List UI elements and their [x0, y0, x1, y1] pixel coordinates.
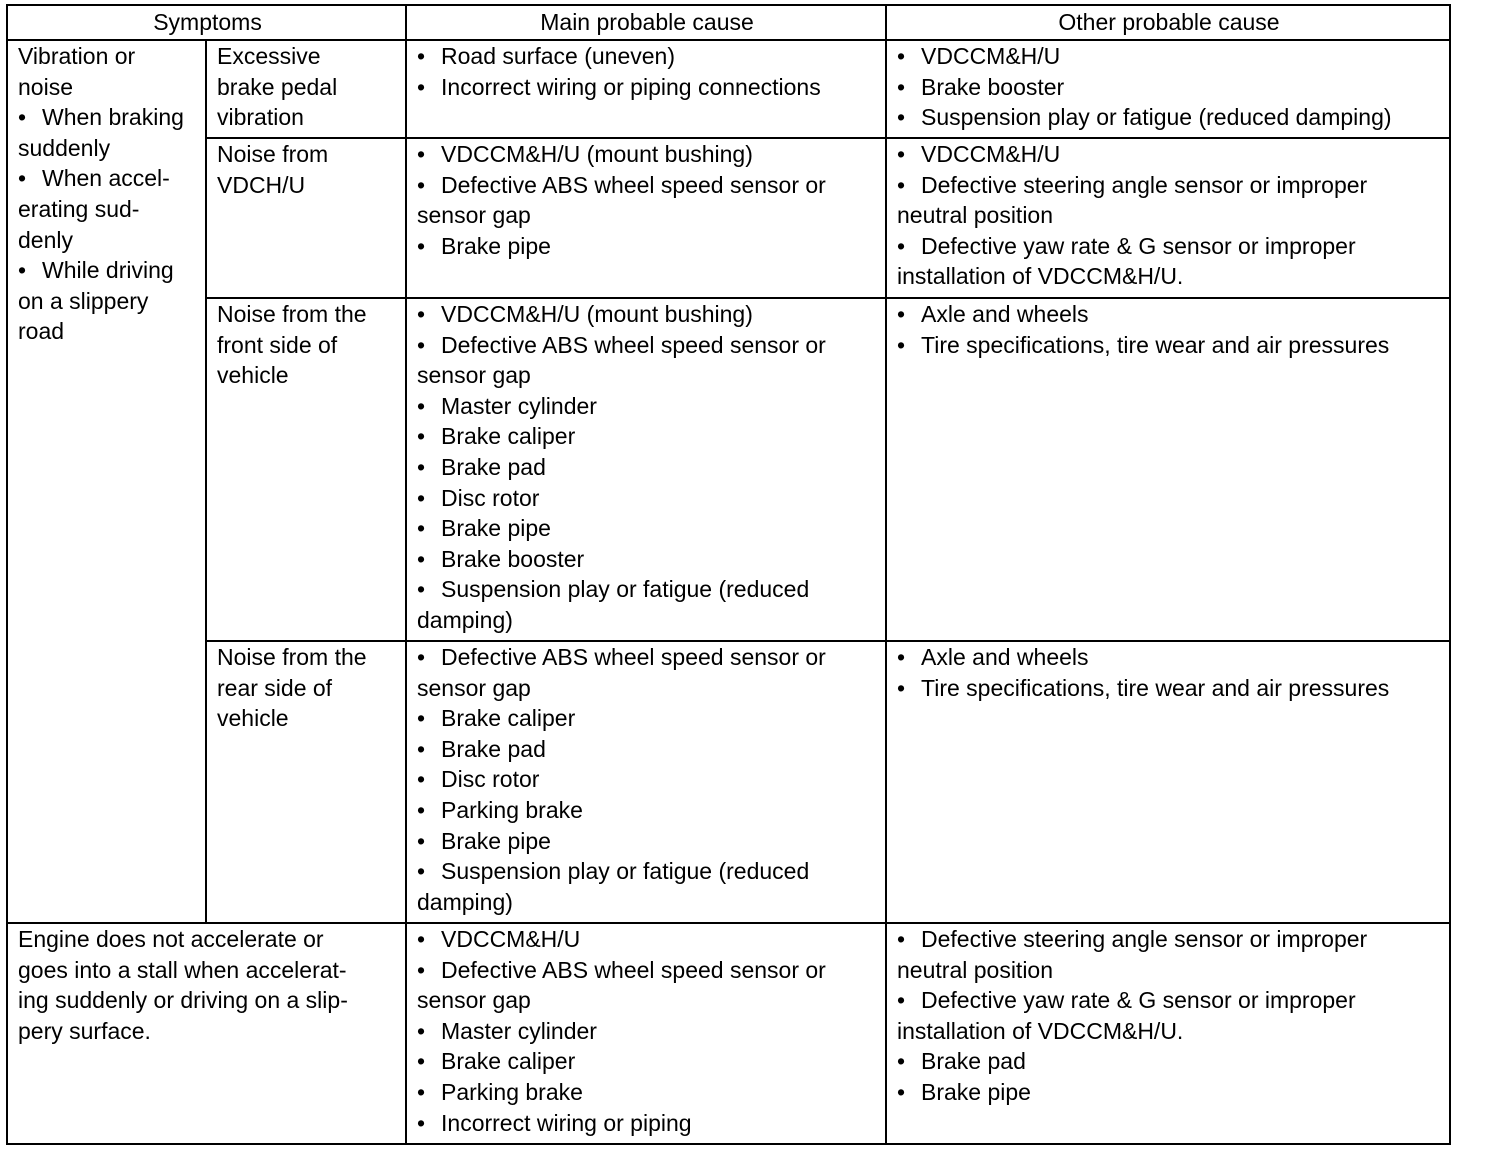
cause-text: Brake pipe [921, 1078, 1031, 1105]
cause-text: Brake pipe [441, 515, 551, 542]
header-main-cause: Main probable cause [406, 5, 886, 40]
symptom-title-line: noise [18, 73, 73, 100]
cause-item [417, 703, 877, 734]
sub-symptom-line: Noise from the [217, 644, 367, 670]
bullet-icon: • [897, 926, 906, 952]
bullet-icon: • [417, 796, 426, 823]
cause-text: Master cylinder [441, 392, 597, 419]
cause-item [417, 41, 877, 72]
cause-item [897, 642, 1441, 673]
cause-text: Incorrect wiring or piping [441, 1109, 692, 1136]
cause-item [417, 795, 877, 826]
bullet-icon: • [18, 165, 27, 192]
other-cause-list [886, 298, 1450, 641]
cause-item [417, 544, 877, 575]
cause-text: Brake booster [441, 545, 585, 572]
cause-continuation: sensor gap [417, 362, 531, 389]
sub-symptom [206, 138, 406, 298]
cause-text: Disc rotor [441, 484, 540, 511]
cause-continuation: sensor gap [417, 987, 531, 1014]
table-row [7, 138, 1450, 298]
cause-item [417, 856, 877, 887]
condition-continuation: road [18, 318, 65, 345]
cause-continuation: sensor gap [417, 202, 531, 229]
cause-text: Brake pipe [441, 232, 551, 259]
cause-text: Tire specifications, tire wear and air pressures [921, 674, 1390, 701]
main-cause-list [406, 40, 886, 138]
symptom-group-vibration [7, 40, 206, 923]
cause-item [417, 1016, 877, 1047]
bullet-icon: • [897, 644, 906, 670]
cause-text: Brake pad [441, 453, 546, 480]
symptom-title-line: Vibration or [18, 43, 136, 69]
bullet-icon: • [417, 735, 426, 762]
cause-text: Brake caliper [441, 1048, 576, 1075]
bullet-icon: • [897, 232, 906, 259]
cause-item [417, 421, 877, 452]
bullet-icon: • [417, 453, 426, 480]
cause-item [417, 642, 877, 673]
cause-text: VDCCM&H/U (mount bushing) [441, 301, 753, 327]
cause-text: Disc rotor [441, 766, 540, 793]
cause-item [897, 985, 1441, 1016]
cause-text: Brake pad [921, 1048, 1026, 1075]
cause-item [417, 734, 877, 765]
bullet-icon: • [897, 171, 906, 198]
sub-symptom-line: vehicle [217, 362, 289, 389]
sub-symptom [206, 40, 406, 138]
cause-item [897, 231, 1441, 262]
cause-item [897, 72, 1441, 103]
bullet-icon: • [417, 484, 426, 511]
sub-symptom [206, 641, 406, 923]
bullet-icon: • [417, 956, 426, 983]
bullet-icon: • [417, 545, 426, 572]
condition-item [18, 255, 197, 286]
cause-text: VDCCM&H/U [921, 141, 1061, 167]
bullet-icon: • [417, 858, 426, 885]
cause-text: Defective steering angle sensor or improper [921, 926, 1368, 952]
condition-continuation: erating sud- [18, 195, 140, 222]
cause-item [897, 102, 1441, 133]
main-cause-list [406, 298, 886, 641]
bullet-icon: • [897, 104, 906, 131]
cause-item [417, 924, 877, 955]
bullet-icon: • [417, 576, 426, 603]
cause-text: Axle and wheels [921, 301, 1089, 327]
bullet-icon: • [18, 257, 27, 284]
symptom-line: Engine does not accelerate or [18, 926, 324, 952]
cause-continuation: neutral position [897, 202, 1054, 229]
symptom-group-engine [7, 923, 406, 1144]
bullet-icon: • [417, 644, 426, 670]
cause-item [417, 139, 877, 170]
cause-continuation: neutral position [897, 956, 1054, 983]
sub-symptom-line: vibration [217, 104, 304, 131]
other-cause-list [886, 138, 1450, 298]
cause-text: Defective ABS wheel speed sensor or [441, 331, 826, 358]
bullet-icon: • [897, 73, 906, 100]
cause-item [417, 1108, 877, 1139]
sub-symptom-line: Excessive [217, 43, 321, 69]
bullet-icon: • [897, 674, 906, 701]
sub-symptom-line: brake pedal [217, 73, 338, 100]
cause-item [417, 231, 877, 262]
bullet-icon: • [897, 331, 906, 358]
cause-item [417, 574, 877, 605]
condition-continuation: on a slippery [18, 287, 149, 314]
cause-text: VDCCM&H/U (mount bushing) [441, 141, 753, 167]
table-row [7, 641, 1450, 923]
bullet-icon: • [897, 1048, 906, 1075]
cause-text: Defective ABS wheel speed sensor or [441, 956, 826, 983]
condition-item [18, 163, 197, 194]
cause-text: Road surface (uneven) [441, 43, 675, 69]
bullet-icon: • [897, 301, 906, 327]
cause-text: Brake pad [441, 735, 546, 762]
sub-symptom-line: Noise from the [217, 301, 367, 327]
bullet-icon: • [417, 1109, 426, 1136]
cause-item [417, 72, 877, 103]
bullet-icon: • [897, 141, 906, 167]
symptom-line: pery surface. [18, 1017, 151, 1044]
cause-item [417, 391, 877, 422]
bullet-icon: • [417, 705, 426, 732]
cause-text: VDCCM&H/U [441, 926, 581, 952]
bullet-icon: • [417, 423, 426, 450]
bullet-icon: • [417, 171, 426, 198]
bullet-icon: • [417, 1078, 426, 1105]
cause-continuation: installation of VDCCM&H/U. [897, 1017, 1184, 1044]
cause-text: Defective ABS wheel speed sensor or [441, 171, 826, 198]
header-symptoms: Symptoms [7, 5, 406, 40]
cause-item [417, 955, 877, 986]
cause-item [417, 170, 877, 201]
condition-text: While driving [42, 257, 174, 284]
condition-continuation: suddenly [18, 134, 111, 161]
table-row [7, 298, 1450, 641]
cause-item [897, 41, 1441, 72]
cause-continuation: damping) [417, 888, 513, 915]
bullet-icon: • [417, 1017, 426, 1044]
bullet-icon: • [897, 987, 906, 1014]
sub-symptom-line: rear side of [217, 674, 333, 701]
bullet-icon: • [417, 392, 426, 419]
sub-symptom-line: front side of [217, 331, 338, 358]
cause-text: Brake booster [921, 73, 1065, 100]
cause-text: Brake caliper [441, 423, 576, 450]
cause-text: Defective ABS wheel speed sensor or [441, 644, 826, 670]
cause-text: Defective yaw rate & G sensor or improper [921, 232, 1356, 259]
cause-text: Suspension play or fatigue (reduced [441, 576, 810, 603]
bullet-icon: • [417, 1048, 426, 1075]
bullet-icon: • [417, 301, 426, 327]
cause-text: Parking brake [441, 1078, 583, 1105]
main-cause-list [406, 641, 886, 923]
bullet-icon: • [417, 766, 426, 793]
cause-text: Tire specifications, tire wear and air pressures [921, 331, 1390, 358]
table-row [7, 923, 1450, 1144]
bullet-icon: • [417, 515, 426, 542]
main-cause-list [406, 923, 886, 1144]
cause-continuation: sensor gap [417, 674, 531, 701]
condition-text: When braking [42, 104, 184, 131]
bullet-icon: • [417, 926, 426, 952]
main-cause-list [406, 138, 886, 298]
cause-item [417, 483, 877, 514]
cause-item [417, 330, 877, 361]
header-other-cause: Other probable cause [886, 5, 1450, 40]
sub-symptom-line: Noise from [217, 141, 329, 167]
cause-item [897, 673, 1441, 704]
cause-text: Suspension play or fatigue (reduced damping) [921, 104, 1392, 131]
cause-item [417, 1046, 877, 1077]
symptom-line: goes into a stall when accelerat- [18, 956, 347, 983]
cause-item [897, 299, 1441, 330]
cause-continuation: damping) [417, 606, 513, 633]
cause-text: VDCCM&H/U [921, 43, 1061, 69]
sub-symptom-line: VDCH/U [217, 171, 306, 198]
cause-text: Defective steering angle sensor or improper [921, 171, 1368, 198]
other-cause-list [886, 40, 1450, 138]
cause-item [897, 924, 1441, 955]
cause-item [897, 1077, 1441, 1108]
cause-continuation: installation of VDCCM&H/U. [897, 263, 1184, 290]
cause-item [897, 1046, 1441, 1077]
cause-text: Brake pipe [441, 827, 551, 854]
bullet-icon: • [417, 43, 426, 69]
cause-item [417, 1077, 877, 1108]
bullet-icon: • [897, 43, 906, 69]
cause-item [417, 764, 877, 795]
bullet-icon: • [897, 1078, 906, 1105]
cause-item [897, 330, 1441, 361]
cause-item [897, 139, 1441, 170]
sub-symptom-line: vehicle [217, 705, 289, 732]
other-cause-list [886, 641, 1450, 923]
condition-text: When accel- [42, 165, 170, 192]
bullet-icon: • [417, 232, 426, 259]
cause-item [417, 826, 877, 857]
cause-item [417, 299, 877, 330]
cause-item [417, 513, 877, 544]
cause-text: Brake caliper [441, 705, 576, 732]
bullet-icon: • [417, 827, 426, 854]
cause-text: Master cylinder [441, 1017, 597, 1044]
cause-text: Suspension play or fatigue (reduced [441, 858, 810, 885]
condition-continuation: denly [18, 226, 73, 253]
cause-text: Incorrect wiring or piping connections [441, 73, 821, 100]
cause-item [417, 452, 877, 483]
table-row [7, 40, 1450, 138]
bullet-icon: • [417, 141, 426, 167]
sub-symptom [206, 298, 406, 641]
bullet-icon: • [18, 104, 27, 131]
symptom-line: ing suddenly or driving on a slip- [18, 987, 348, 1014]
header-row [7, 5, 1450, 40]
cause-text: Parking brake [441, 796, 583, 823]
cause-text: Axle and wheels [921, 644, 1089, 670]
diagnosis-table [6, 4, 1451, 1145]
bullet-icon: • [417, 73, 426, 100]
other-cause-list [886, 923, 1450, 1144]
condition-item [18, 102, 197, 133]
bullet-icon: • [417, 331, 426, 358]
cause-item [897, 170, 1441, 201]
cause-text: Defective yaw rate & G sensor or improper [921, 987, 1356, 1014]
